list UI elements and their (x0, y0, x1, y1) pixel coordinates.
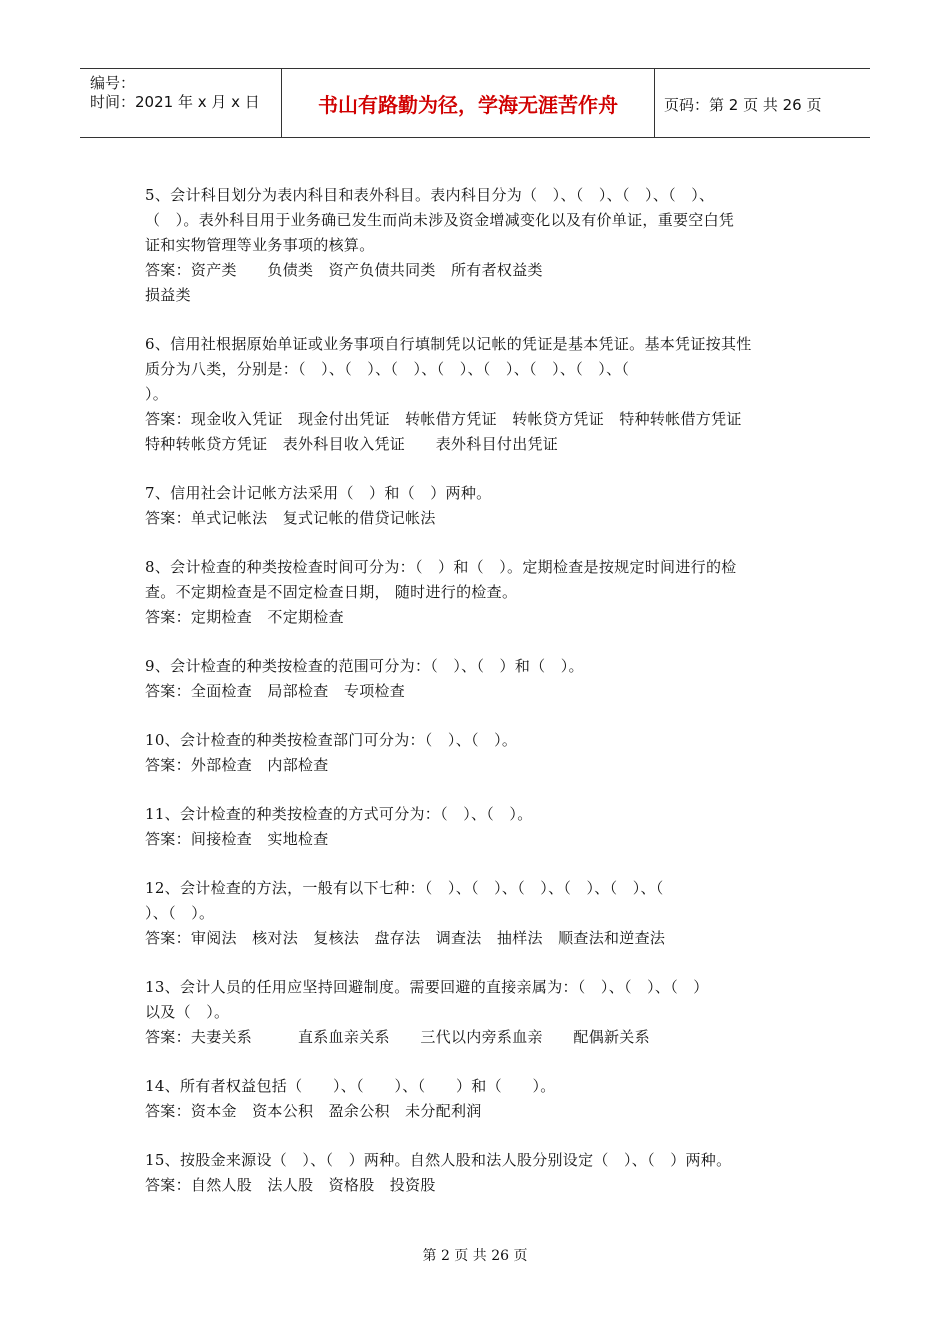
document-date: 时间：2021 年 x 月 x 日 (90, 93, 260, 111)
question-line: 14、所有者权益包括（ ）、（ ）、（ ）和（ ）。 (145, 1077, 556, 1095)
answer-line: 答案：资产类 负债类 资产负债共同类 所有者权益类 (145, 261, 543, 279)
answer-line: 答案：夫妻关系 直系血亲关系 三代以内旁系血亲 配偶新关系 (145, 1028, 650, 1046)
question-line: 8、会计检查的种类按检查时间可分为：（ ）和（ ）。定期检查是按规定时间进行的检 (145, 558, 737, 576)
answer-line: 答案：间接检查 实地检查 (145, 830, 329, 848)
question-item (145, 802, 810, 852)
document-number-label: 编号： (90, 74, 136, 92)
answer-line: 答案：外部检查 内部检查 (145, 756, 329, 774)
page-header (80, 68, 870, 138)
question-line: 以及（ ）。 (145, 1003, 230, 1021)
question-item (145, 654, 810, 704)
answer-line: 答案：定期检查 不定期检查 (145, 608, 344, 626)
question-item (145, 728, 810, 778)
question-line: 质分为八类，分别是：（ ）、（ ）、（ ）、（ ）、（ ）、（ ）、（ ）、（ (145, 360, 630, 378)
question-line: 5、会计科目划分为表内科目和表外科目。表内科目分为（ ）、（ ）、（ ）、（ ）、 (145, 186, 715, 204)
answer-line: 特种转帐贷方凭证 表外科目收入凭证 表外科目付出凭证 (145, 435, 559, 453)
question-item (145, 975, 810, 1050)
answer-line: 损益类 (145, 286, 191, 304)
question-item (145, 555, 810, 630)
question-line: 12、会计检查的方法，一般有以下七种：（ ）、（ ）、（ ）、（ ）、（ ）、（ (145, 879, 664, 897)
question-line: ）、（ ）。 (145, 904, 215, 922)
answer-line: 答案：自然人股 法人股 资格股 投资股 (145, 1176, 436, 1194)
question-line: 15、按股金来源设（ ）、（ ）两种。自然人股和法人股分别设定（ ）、（ ）两种。 (145, 1151, 732, 1169)
answer-line: 答案：资本金 资本公积 盈余公积 未分配利润 (145, 1102, 482, 1120)
answer-line: 答案：审阅法 核对法 复核法 盘存法 调查法 抽样法 顺查法和逆查法 (145, 929, 666, 947)
header-motto-cell (281, 69, 655, 137)
question-line: 11、会计检查的种类按检查的方式可分为：（ ）、（ ）。 (145, 805, 533, 823)
page-footer: 第 2 页 共 26 页 (422, 1248, 528, 1264)
question-line: 10、会计检查的种类按检查部门可分为：（ ）、（ ）。 (145, 731, 518, 749)
question-line: 6、信用社根据原始单证或业务事项自行填制凭以记帐的凭证是基本凭证。基本凭证按其性 (145, 335, 752, 353)
answer-line: 答案：现金收入凭证 现金付出凭证 转帐借方凭证 转帐贷方凭证 特种转帐借方凭证 (145, 410, 742, 428)
header-page-info: 页码：第 2 页 共 26 页 (664, 96, 822, 114)
question-list (145, 183, 810, 1222)
question-item (145, 183, 810, 308)
question-line: ）。 (145, 385, 169, 403)
question-line: 7、信用社会计记帐方法采用（ ）和（ ）两种。 (145, 484, 492, 502)
question-item (145, 481, 810, 531)
question-item (145, 876, 810, 951)
question-line: 9、会计检查的种类按检查的范围可分为：（ ）、（ ）和（ ）。 (145, 657, 584, 675)
question-line: 查。不定期检查是不固定检查日期， 随时进行的检查。 (145, 583, 518, 601)
answer-line: 答案：全面检查 局部检查 专项检查 (145, 682, 406, 700)
question-item (145, 1148, 810, 1198)
question-item (145, 1074, 810, 1124)
header-motto: 书山有路勤为径，学海无涯苦作舟 (318, 93, 618, 117)
question-line: 证和实物管理等业务事项的核算。 (145, 236, 375, 254)
question-line: （ ）。表外科目用于业务确已发生而尚未涉及资金增减变化以及有价单证，重要空白凭 (145, 211, 735, 229)
answer-line: 答案：单式记帐法 复式记帐的借贷记帐法 (145, 509, 436, 527)
question-line: 13、会计人员的任用应坚持回避制度。需要回避的直接亲属为：（ ）、（ ）、（ ） (145, 978, 709, 996)
header-page-cell (654, 69, 870, 137)
header-info-cell (80, 69, 281, 137)
question-item (145, 332, 810, 457)
